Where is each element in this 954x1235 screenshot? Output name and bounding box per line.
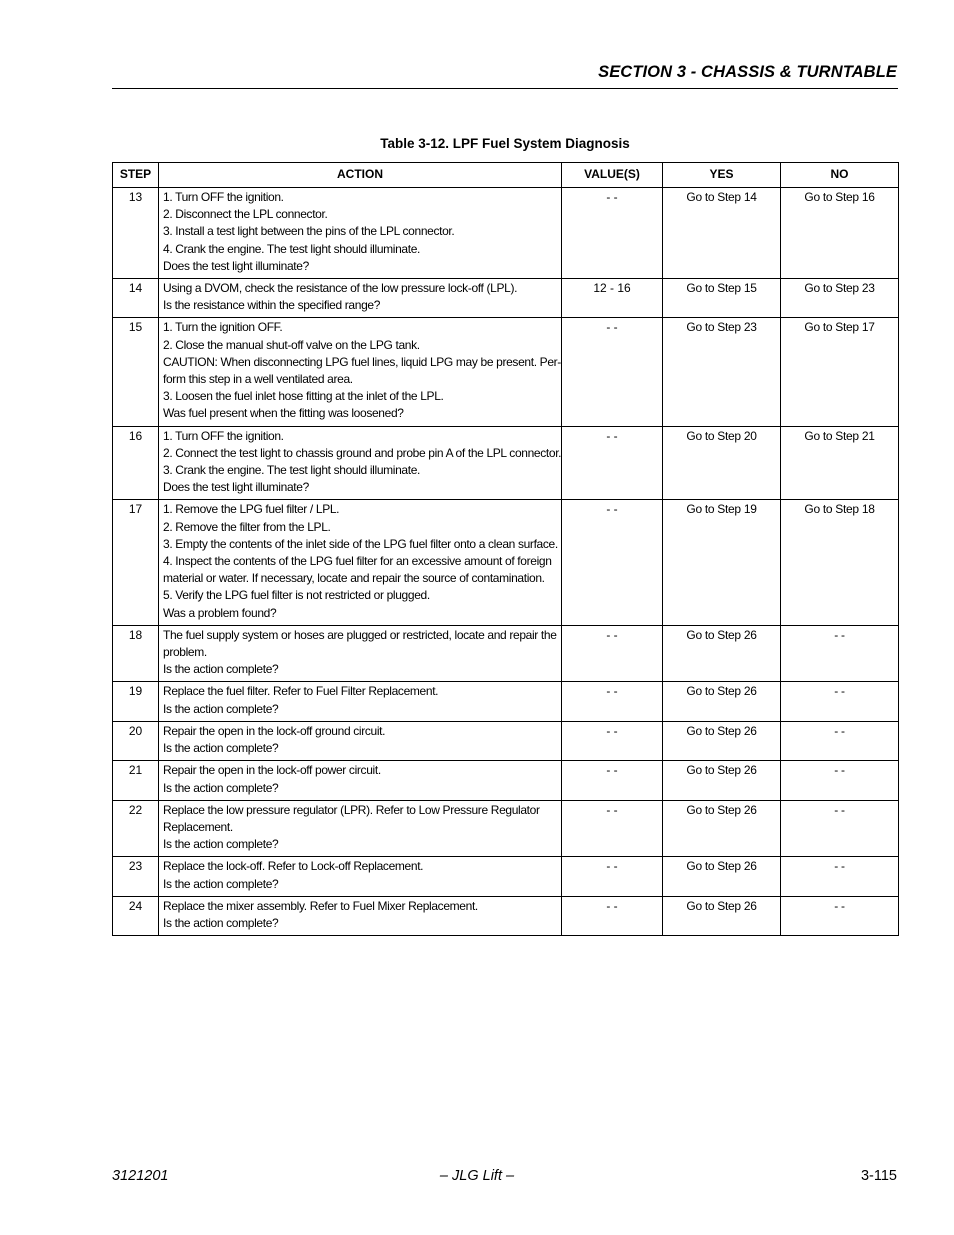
action-line: 3. Crank the engine. The test light should illuminate. — [163, 463, 421, 478]
action-line: Repair the open in the lock-off ground circuit. — [163, 723, 386, 738]
value-cell: - - — [562, 721, 663, 760]
no-cell: Go to Step 23 — [781, 279, 899, 318]
action-line: Using a DVOM, check the resistance of the low pressure lock-off (LPL). — [163, 281, 518, 296]
action-line: 3. Loosen the fuel inlet hose fitting at the inlet of the LPL. — [163, 389, 444, 404]
table-row — [113, 896, 899, 935]
action-line: 2. Remove the filter from the LPL. — [163, 519, 331, 534]
action-line: Is the action complete? — [163, 915, 279, 930]
no-cell: Go to Step 16 — [781, 188, 899, 279]
step-cell: 24 — [113, 896, 159, 935]
value-cell: - - — [562, 857, 663, 896]
step-cell: 18 — [113, 625, 159, 682]
column-header-no: NO — [781, 163, 899, 188]
column-header-step: STEP — [113, 163, 159, 188]
no-cell: - - — [781, 761, 899, 800]
no-cell: Go to Step 18 — [781, 500, 899, 625]
action-line: Repair the open in the lock-off power circuit. — [163, 763, 381, 778]
action-line: material or water. If necessary, locate and repair the source of contamination. — [163, 571, 545, 586]
value-cell: - - — [562, 318, 663, 426]
action-line: Is the resistance within the specified range? — [163, 298, 381, 313]
action-line: form this step in a well ventilated area. — [163, 372, 353, 387]
action-cell — [159, 318, 562, 426]
value-cell: - - — [562, 800, 663, 857]
action-line: 2. Connect the test light to chassis ground and probe pin A of the LPL connector. — [163, 445, 562, 460]
action-cell — [159, 761, 562, 800]
table-caption: Table 3-12. LPF Fuel System Diagnosis — [380, 136, 630, 151]
step-cell: 16 — [113, 426, 159, 500]
yes-cell: Go to Step 26 — [663, 800, 781, 857]
table-row — [113, 500, 899, 625]
step-cell: 23 — [113, 857, 159, 896]
action-line: Is the action complete? — [163, 876, 279, 891]
action-line: Does the test light illuminate? — [163, 258, 309, 273]
action-line: Replace the lock-off. Refer to Lock-off Replacement. — [163, 859, 424, 874]
action-line: The fuel supply system or hoses are plugged or restricted, locate and repair the — [163, 627, 557, 642]
step-cell: 14 — [113, 279, 159, 318]
footer-brand: – JLG Lift – — [439, 1168, 515, 1184]
action-cell — [159, 188, 562, 279]
action-line: 1. Turn OFF the ignition. — [163, 190, 284, 204]
action-line: Replacement. — [163, 819, 233, 834]
yes-cell: Go to Step 23 — [663, 318, 781, 426]
no-cell: - - — [781, 800, 899, 857]
table-row — [113, 761, 899, 800]
yes-cell: Go to Step 26 — [663, 896, 781, 935]
action-line: 5. Verify the LPG fuel filter is not restricted or plugged. — [163, 588, 430, 603]
no-cell: Go to Step 17 — [781, 318, 899, 426]
action-line: Is the action complete? — [163, 741, 279, 756]
action-cell — [159, 800, 562, 857]
yes-cell: Go to Step 20 — [663, 426, 781, 500]
column-header-values: VALUE(S) — [562, 163, 663, 188]
yes-cell: Go to Step 26 — [663, 721, 781, 760]
action-line: Replace the mixer assembly. Refer to Fuel Mixer Replacement. — [163, 898, 478, 913]
action-line: Is the action complete? — [163, 662, 279, 677]
yes-cell: Go to Step 26 — [663, 682, 781, 721]
table-header-row — [113, 163, 899, 188]
action-cell — [159, 500, 562, 625]
table-row — [113, 682, 899, 721]
no-cell: - - — [781, 721, 899, 760]
action-line: 4. Inspect the contents of the LPG fuel filter for an excessive amount of foreign — [163, 554, 552, 569]
value-cell: - - — [562, 896, 663, 935]
yes-cell: Go to Step 14 — [663, 188, 781, 279]
table-body — [113, 188, 899, 936]
no-cell: - - — [781, 625, 899, 682]
action-cell — [159, 896, 562, 935]
step-cell: 15 — [113, 318, 159, 426]
page-number: 3-115 — [860, 1168, 897, 1184]
no-cell: - - — [781, 682, 899, 721]
no-cell: - - — [781, 896, 899, 935]
table-row — [113, 800, 899, 857]
action-line: Was a problem found? — [163, 605, 277, 620]
action-line: 2. Disconnect the LPL connector. — [163, 207, 328, 222]
value-cell: - - — [562, 682, 663, 721]
table-row — [113, 721, 899, 760]
column-header-action: ACTION — [159, 163, 562, 188]
action-line: 1. Turn OFF the ignition. — [163, 428, 284, 443]
action-line: 3. Empty the contents of the inlet side of the LPG fuel filter onto a clean surface. — [163, 536, 558, 551]
no-cell: Go to Step 21 — [781, 426, 899, 500]
action-line: problem. — [163, 645, 207, 660]
action-line: 1. Remove the LPG fuel filter / LPL. — [163, 502, 340, 517]
diagnosis-table — [112, 162, 899, 936]
value-cell: - - — [562, 426, 663, 500]
yes-cell: Go to Step 26 — [663, 857, 781, 896]
action-cell — [159, 721, 562, 760]
action-line: Does the test light illuminate? — [163, 480, 309, 495]
action-cell — [159, 625, 562, 682]
action-cell — [159, 857, 562, 896]
action-line: 3. Install a test light between the pins of the LPL connector. — [163, 224, 455, 239]
table-row — [113, 857, 899, 896]
action-line: Replace the fuel filter. Refer to Fuel Filter Replacement. — [163, 684, 439, 699]
action-line: Is the action complete? — [163, 701, 279, 716]
value-cell: 12 - 16 — [562, 279, 663, 318]
action-line: 2. Close the manual shut-off valve on the LPG tank. — [163, 337, 420, 352]
step-cell: 20 — [113, 721, 159, 760]
header-divider — [112, 88, 898, 89]
action-line: 1. Turn the ignition OFF. — [163, 320, 283, 335]
action-line: Replace the low pressure regulator (LPR). Refer to Low Pressure Regulator — [163, 802, 540, 817]
value-cell: - - — [562, 500, 663, 625]
value-cell: - - — [562, 761, 663, 800]
action-line: Was fuel present when the fitting was loosened? — [163, 406, 404, 421]
action-cell — [159, 426, 562, 500]
action-line: Is the action complete? — [163, 780, 279, 795]
yes-cell: Go to Step 15 — [663, 279, 781, 318]
step-cell: 22 — [113, 800, 159, 857]
action-line: CAUTION: When disconnecting LPG fuel lines, liquid LPG may be present. Per- — [163, 354, 561, 369]
yes-cell: Go to Step 26 — [663, 761, 781, 800]
value-cell: - - — [562, 625, 663, 682]
table-row — [113, 426, 899, 500]
yes-cell: Go to Step 26 — [663, 625, 781, 682]
step-cell: 19 — [113, 682, 159, 721]
document-number: 3121201 — [112, 1168, 169, 1184]
action-line: Is the action complete? — [163, 837, 279, 852]
value-cell: - - — [562, 188, 663, 279]
column-header-yes: YES — [663, 163, 781, 188]
step-cell: 13 — [113, 188, 159, 279]
action-line: 4. Crank the engine. The test light should illuminate. — [163, 241, 421, 256]
no-cell: - - — [781, 857, 899, 896]
table-row — [113, 188, 899, 279]
action-cell — [159, 279, 562, 318]
table-row — [113, 279, 899, 318]
step-cell: 21 — [113, 761, 159, 800]
action-cell — [159, 682, 562, 721]
table-row — [113, 625, 899, 682]
yes-cell: Go to Step 19 — [663, 500, 781, 625]
section-title: SECTION 3 - CHASSIS & TURNTABLE — [598, 63, 897, 81]
table-row — [113, 318, 899, 426]
step-cell: 17 — [113, 500, 159, 625]
